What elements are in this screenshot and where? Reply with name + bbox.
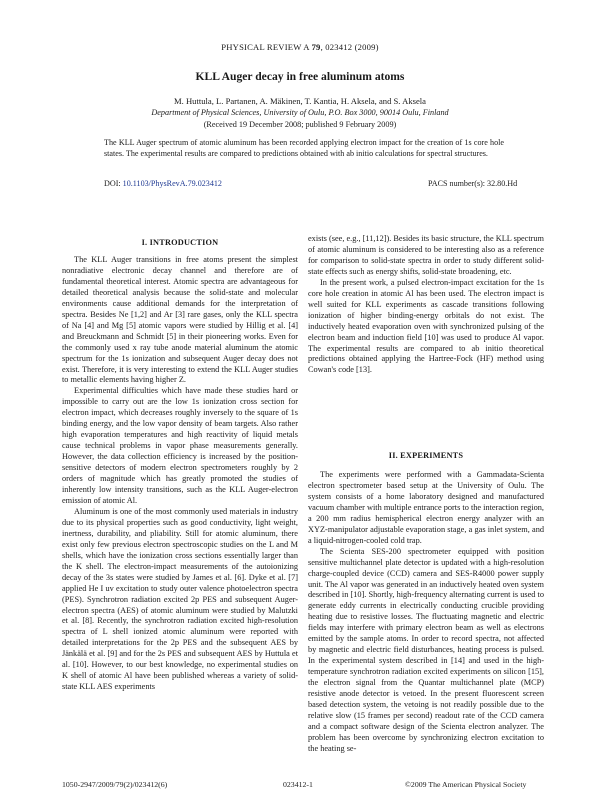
experiments-body (308, 470, 544, 755)
journal-name: PHYSICAL REVIEW A (221, 42, 310, 52)
paragraph: exists (see, e.g., [11,12]). Besides its basic structure, the KLL spectrum of atomic aluminum is considered to be interesting also as a reference for comparison to solid-state spectra in order to study different solid-state effects such as energy shifts, solid-state broadening, etc. (308, 234, 545, 276)
affiliation: Department of Physical Sciences, University of Oulu, P.O. Box 3000, 90014 Oulu, Finland (151, 108, 449, 117)
paper-title: KLL Auger decay in free aluminum atoms (195, 70, 405, 83)
section-heading-experiments: II. EXPERIMENTS (388, 451, 464, 460)
paragraph: Experimental difficulties which have made these studies hard or impossible to carry out are the low 1s ionization cross section for electron impact, which decreases roughly inversely to the square of 1s binding energy, and the low vapor density of beam targets. Also rather high evaporation temperatures and high reactivity of liquid metals cause technical problems in vapor phase measurements generally. However, the data collection efficiency is increased by the position-sensitive detectors of modern electron spectrometers roughly by 2 orders of magnitude which has greatly promoted the studies of inherently low intensity transitions, such as the KLL Auger-electron emission of atomic Al. (62, 386, 298, 505)
abstract: The KLL Auger spectrum of atomic aluminum has been recorded applying electron impact for the creation of 1s core hole states. The experimental results are compared to predictions obtained with ab initio calculations for spectral structures. (104, 138, 504, 158)
paragraph: In the present work, a pulsed electron-impact excitation for the 1s core hole creation in atomic Al has been used. The electron impact is well suited for KLL experiments as cascade transitions following ionization of higher binding-energy orbitals do not exist. The inductively heated evaporation oven with synchronized pulsing of the electron beam and induction field [10] was used to produce Al vapor. The experimental results are compared to ab initio theoretical predictions obtained applying the Hartree-Fock (HF) method using Cowan's code [13]. (308, 277, 544, 375)
journal-header (0, 42, 600, 52)
footer-code: 1050-2947/2009/79(2)/023412(6) (62, 780, 168, 789)
introduction-body (62, 255, 298, 693)
page-number: 023412-1 (283, 780, 313, 789)
section-heading-introduction: I. INTRODUCTION (141, 238, 219, 247)
pacs-numbers: PACS number(s): 32.80.Hd (428, 179, 518, 188)
paragraph: Aluminum is one of the most commonly used materials in industry due to its physical properties such as good conductivity, light weight, inertness, durability, and pliability. Still for atomic aluminum, there exist only few previous electron spectroscopic studies on the L and M shells, which have the ionization cross sections essentially larger than the K shell. The electron-impact measurements of the autoionizing decay of the 3s states were studied by James et al. [6]. Dyke et al. [7] applied He I uv excitation to study outer valence photoelectron spectra (PES). Synchrotron radiation excited 2p PES and subsequent Auger-electron spectra (AES) of atomic aluminum were studied by Malutzki et al. [8]. Recently, the synchrotron radiation excited high-resolution spectra of L shell ionized atomic aluminum were reported with detailed interpretations for the 2p PES and the subsequent AES by Jänkälä et al. [9] and for the 2s PES and subsequent AES by Huttula et al. [10]. However, to our best knowledge, no experimental studies on K shell of atomic Al have been published whereas a variety of solid-state KLL AES experiments (62, 506, 298, 692)
paragraph: The experiments were performed with a Gammadata-Scienta electron spectrometer based setup at the University of Oulu. The system consists of a home laboratory designed and manufactured vacuum chamber with multiple entrance ports to the interaction region, a 200 mm radius hemispherical electron energy analyzer with an XYZ-manipulator adjustable evaporation stage, a gas inlet system, and a liquid-nitrogen-cooled cold trap. (308, 470, 544, 545)
journal-issue: , 023412 (2009) (320, 42, 379, 52)
paragraph: The KLL Auger transitions in free atoms present the simplest nonradiative electronic decay channel and therefore are of fundamental theoretical interest. Atomic spectra are advantageous for detailed theoretical analysis because the solid-state and molecular environments cause additional demands for the interpretation of spectra. Besides Ne [1,2] and Ar [3] rare gases, only the KLL spectra of Na [4] and Mg [5] atomic vapors were studied by Hillig et al. [4] and Breuckmann and Schmidt [5] in their pioneering works. Even for the commonly used x ray tube anode material aluminum the atomic spectrum for the 1s ionization and subsequent Auger decay does not exist. Therefore, it is very interesting to extend the KLL Auger studies to metallic elements having higher Z. (62, 255, 298, 385)
paragraph: The Scienta SES-200 spectrometer equipped with position sensitive multichannel plate detector is updated with a high-resolution charge-coupled device (CCD) camera and SES-R4000 power supply unit. The Al vapor was generated in an inductively heated oven system described in [10]. Shortly, high-frequency alternating current is used to generate eddy currents in electrically conducting crucible providing heating due to resistive losses. The fluctuating magnetic and electric fields may interfere with primary electron beam as well as electrons emitted by the sample atoms. In order to record spectra, not affected by magnetic and electric field disturbances, heating process is pulsed. In the experimental system described in [14] and used in the high-temperature synchrotron radiation excited experiments on silicon [15], the electron signal from the Quantar multichannel plate (MCP) resistive anode detector is vetoed. In the present fluorescent screen based detection system, the vetoing is not readily possible due to the relative slow (15 frames per second) readout rate of the CCD camera and a compact software design of the Scienta electron analyzer. The problem has been overcome by synchronizing electron excitation to the heating se- (308, 546, 544, 753)
doi-label: DOI: (104, 179, 121, 188)
doi-line (104, 179, 222, 188)
author-list: M. Huttula, L. Partanen, A. Mäkinen, T. Kantia, H. Aksela, and S. Aksela (174, 96, 426, 106)
received-date: (Received 19 December 2008; published 9 February 2009) (203, 120, 397, 129)
copyright: ©2009 The American Physical Society (405, 780, 527, 789)
doi-link[interactable]: 10.1103/PhysRevA.79.023412 (122, 179, 222, 188)
introduction-continued (308, 234, 544, 376)
journal-volume: 79 (311, 42, 321, 52)
